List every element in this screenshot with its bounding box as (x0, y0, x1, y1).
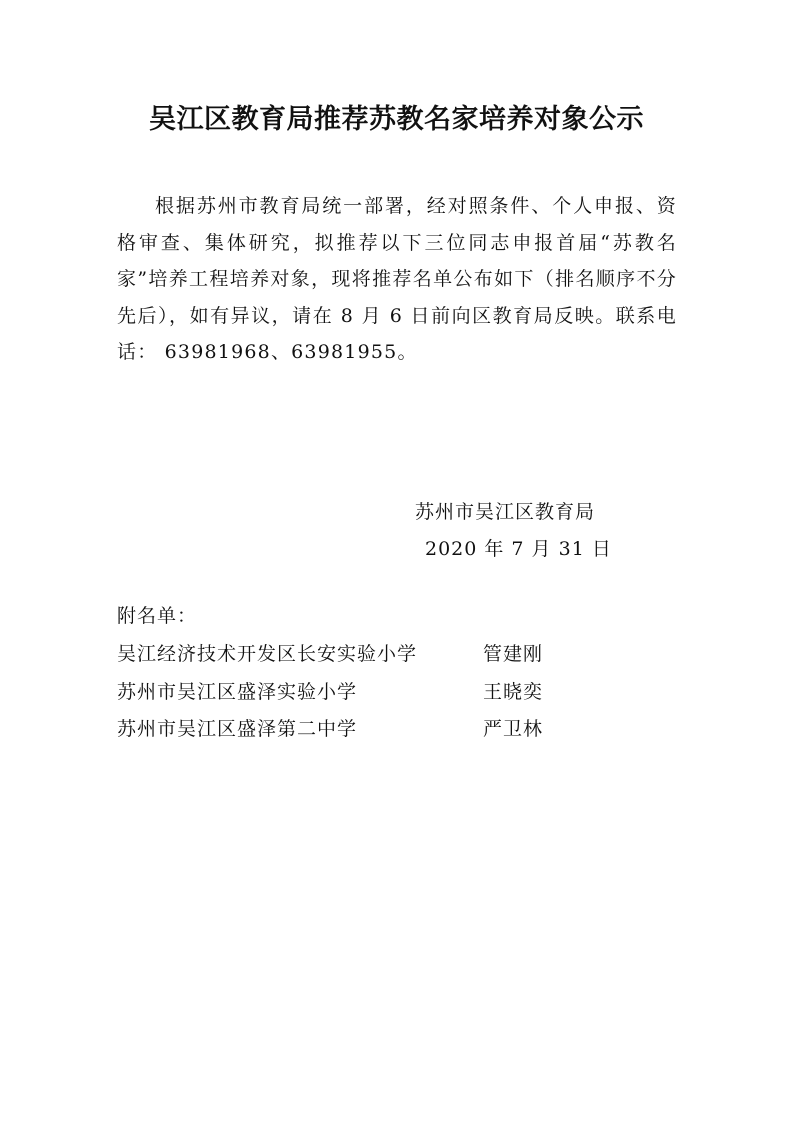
candidate-school: 苏州市吴江区盛泽实验小学 (117, 680, 358, 703)
candidate-list (117, 636, 597, 749)
attachment-label: 附名单： (117, 605, 198, 627)
candidate-row (117, 711, 597, 749)
announcement-body: 根据苏州市教育局统一部署，经对照条件、个人申报、资格审查、集体研究，拟推荐以下三位同志申报首届“苏教名家”培养工程培养对象，现将推荐名单公布如下（排名顺序不分先后），如有异议，请在 8 月 6 日前向区教育局反映。联系电话： 63981968、63981955。 (117, 195, 677, 363)
candidate-row (117, 636, 597, 674)
candidate-school: 吴江经济技术开发区长安实验小学 (117, 643, 418, 665)
document-title: 吴江区教育局推荐苏教名家培养对象公示 (149, 104, 644, 135)
candidate-name: 严卫林 (483, 718, 544, 740)
candidate-name: 王晓奕 (483, 680, 544, 703)
candidate-name: 管建刚 (483, 643, 544, 665)
signature-date: 2020 年 7 月 31 日 (425, 538, 612, 560)
candidate-row (117, 674, 597, 712)
candidate-school: 苏州市吴江区盛泽第二中学 (117, 718, 358, 740)
signature-organization: 苏州市吴江区教育局 (415, 501, 596, 523)
